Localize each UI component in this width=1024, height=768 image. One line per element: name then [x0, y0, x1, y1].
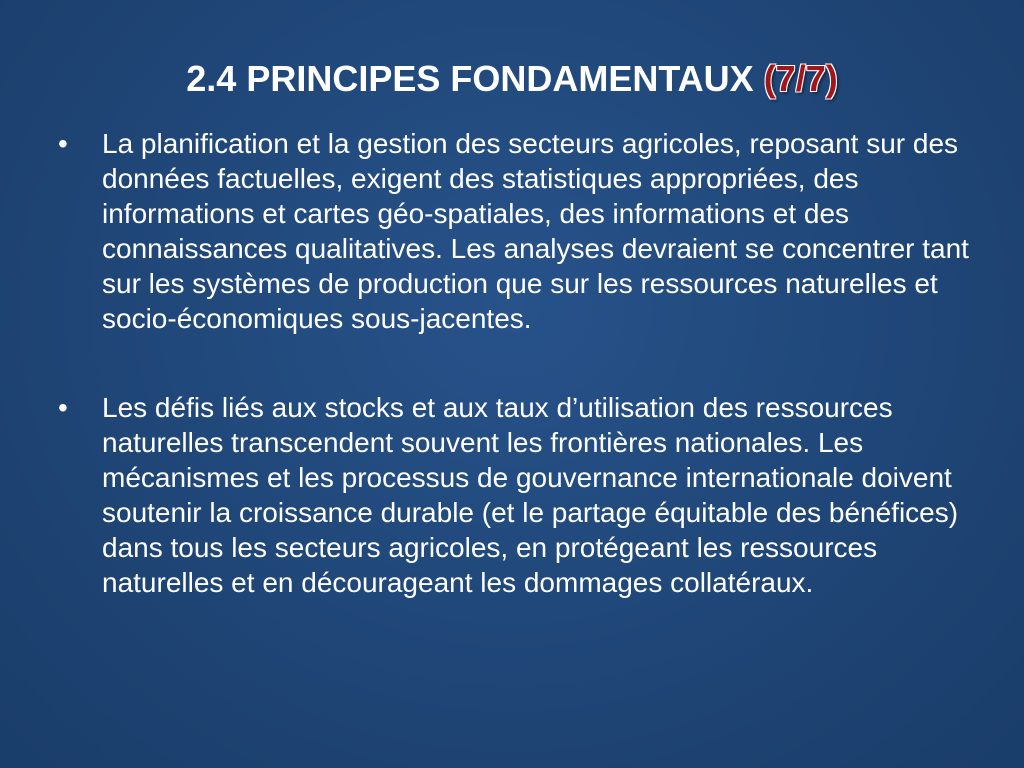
- slide-title-main: 2.4 PRINCIPES FONDAMENTAUX: [186, 58, 754, 99]
- bullet-item-1: [58, 126, 978, 336]
- bullet-dot-icon: •: [58, 392, 68, 423]
- bullet-item-2: [58, 390, 978, 600]
- slide-title-part-indicator: (7/7): [763, 58, 838, 99]
- slide-title: [0, 58, 1024, 100]
- bullet-text-2: Les défis liés aux stocks et aux taux d’utilisation des ressources naturelles transcendent souvent les frontières nationales. Les mécanismes et les processus de gouvernance internationale doivent soutenir la croissance durable (et le partage équitable des bénéfices) dans tous les secteurs agricoles, en protégeant les ressources naturelles et en décourageant les dommages collatéraux.: [102, 392, 959, 598]
- bullet-text-1: La planification et la gestion des secteurs agricoles, reposant sur des données factuelles, exigent des statistiques appropriées, des informations et cartes géo-spatiales, des informations et des connaissances qualitatives. Les analyses devraient se concentrer tant sur les systèmes de production que sur les ressources naturelles et socio-économiques sous-jacentes.: [102, 128, 969, 334]
- bullet-list: [58, 126, 978, 600]
- bullet-dot-icon: •: [58, 128, 68, 159]
